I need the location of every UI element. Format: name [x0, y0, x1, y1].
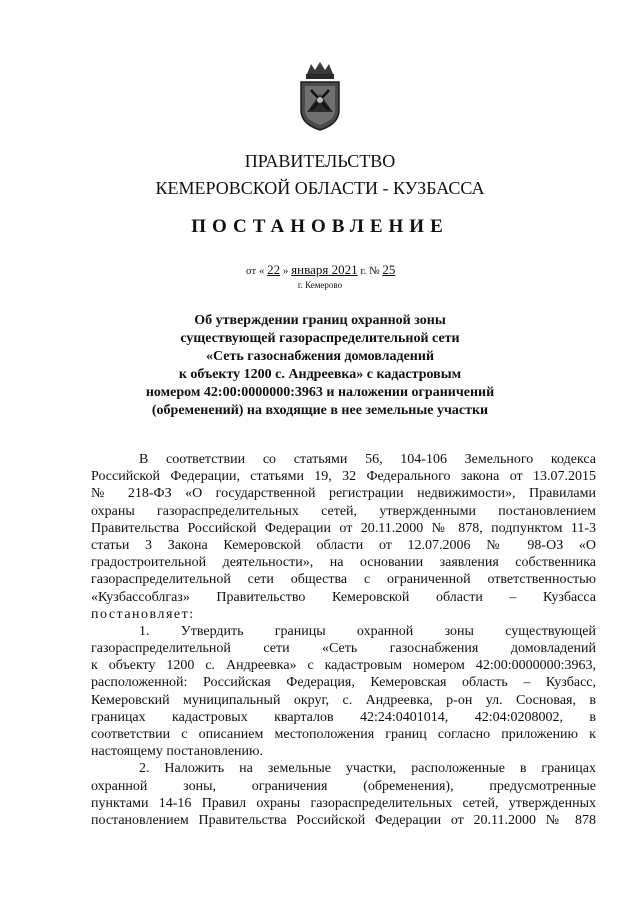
government-title-line2: КЕМЕРОВСКОЙ ОБЛАСТИ - КУЗБАССА — [155, 178, 485, 198]
body-line: расположенной: Российская Федерация, Кемеровская область – Кузбасс, — [91, 675, 596, 691]
document-type-title: ПОСТАНОВЛЕНИЕ — [191, 216, 449, 237]
body-line: № 218-ФЗ «О государственной регистрации недвижимости», Правилами — [91, 486, 596, 502]
date-month-year: января 2021 — [291, 262, 358, 277]
number-sign: № — [369, 265, 380, 277]
government-title-line1: ПРАВИТЕЛЬСТВО — [244, 151, 396, 171]
body-line: газораспределительной сети «Сеть газоснабжения домовладений — [91, 641, 596, 657]
subject-line: номером 42:00:0000000:3963 и наложении ограничений — [145, 385, 495, 400]
body-line: охранной зоны, ограничения (обременения), предусмотренные — [91, 778, 596, 794]
body-line: пунктами 14-16 Правил охраны газораспределительных сетей, утвержденных — [91, 795, 596, 811]
date-day: 22 — [267, 262, 281, 277]
decree-subject — [110, 312, 530, 420]
coat-of-arms-icon — [297, 60, 343, 132]
body-line: постановлением Правительства Российской Федерации от 20.11.2000 № 878 — [91, 812, 596, 828]
body-line: настоящему постановлению. — [91, 744, 263, 760]
subject-line: к объекту 1200 с. Андреевка» с кадастровым — [178, 367, 462, 382]
body-line: Кемеровский муниципальный округ, с. Андреевка, р-он ул. Сосновая, в — [91, 692, 596, 708]
body-line: 2. Наложить на земельные участки, расположенные в границах — [139, 761, 596, 777]
subject-line: «Сеть газоснабжения домовладений — [205, 349, 435, 364]
body-line: газораспределительной сети общества с ограниченной ответственностью — [91, 572, 596, 588]
subject-line: (обременений) на входящие в нее земельные участки — [151, 403, 489, 418]
decree-body — [91, 451, 596, 829]
subject-line: Об утверждении границ охранной зоны — [194, 313, 446, 328]
body-line: градостроительной деятельности», на основании заявления собственника — [91, 555, 596, 571]
body-line: соответствии с описанием местоположения границ согласно приложению к — [91, 727, 596, 742]
date-year-suffix: г. — [360, 265, 367, 277]
date-close-quote: » — [282, 265, 289, 277]
body-line: 1. Утвердить границы охранной зоны существующей — [139, 623, 596, 639]
subject-line: существующей газораспределительной сети — [180, 331, 460, 346]
body-line: «Кузбассоблгаз» Правительство Кемеровской области – Кузбасса — [91, 589, 596, 605]
date-line — [246, 262, 395, 278]
body-line: Правительства Российской Федерации от 20.11.2000 № 878, подпунктом 11-3 — [91, 520, 596, 536]
decree-number: 25 — [382, 262, 396, 277]
date-from: от « — [246, 265, 265, 277]
body-line: В соответствии со статьями 56, 104-106 Земельного кодекса — [139, 452, 596, 467]
body-line: статьи 3 Закона Кемеровской области от 12.07.2006 № 98-ОЗ «О — [91, 537, 596, 553]
body-line: Российской Федерации, статьями 19, 32 Федерального закона от 13.07.2015 — [91, 469, 596, 485]
body-line: охраны газораспределительных сетей, утвержденными постановлением — [91, 503, 596, 519]
body-line: границах кадастровых кварталов 42:24:0401014, 42:04:0208002, в — [91, 709, 596, 725]
city-label: г. Кемерово — [297, 280, 343, 290]
body-line: к объекту 1200 с. Андреевка» с кадастровым номером 42:00:0000000:3963, — [91, 658, 596, 674]
body-line: постановляет: — [91, 606, 195, 622]
